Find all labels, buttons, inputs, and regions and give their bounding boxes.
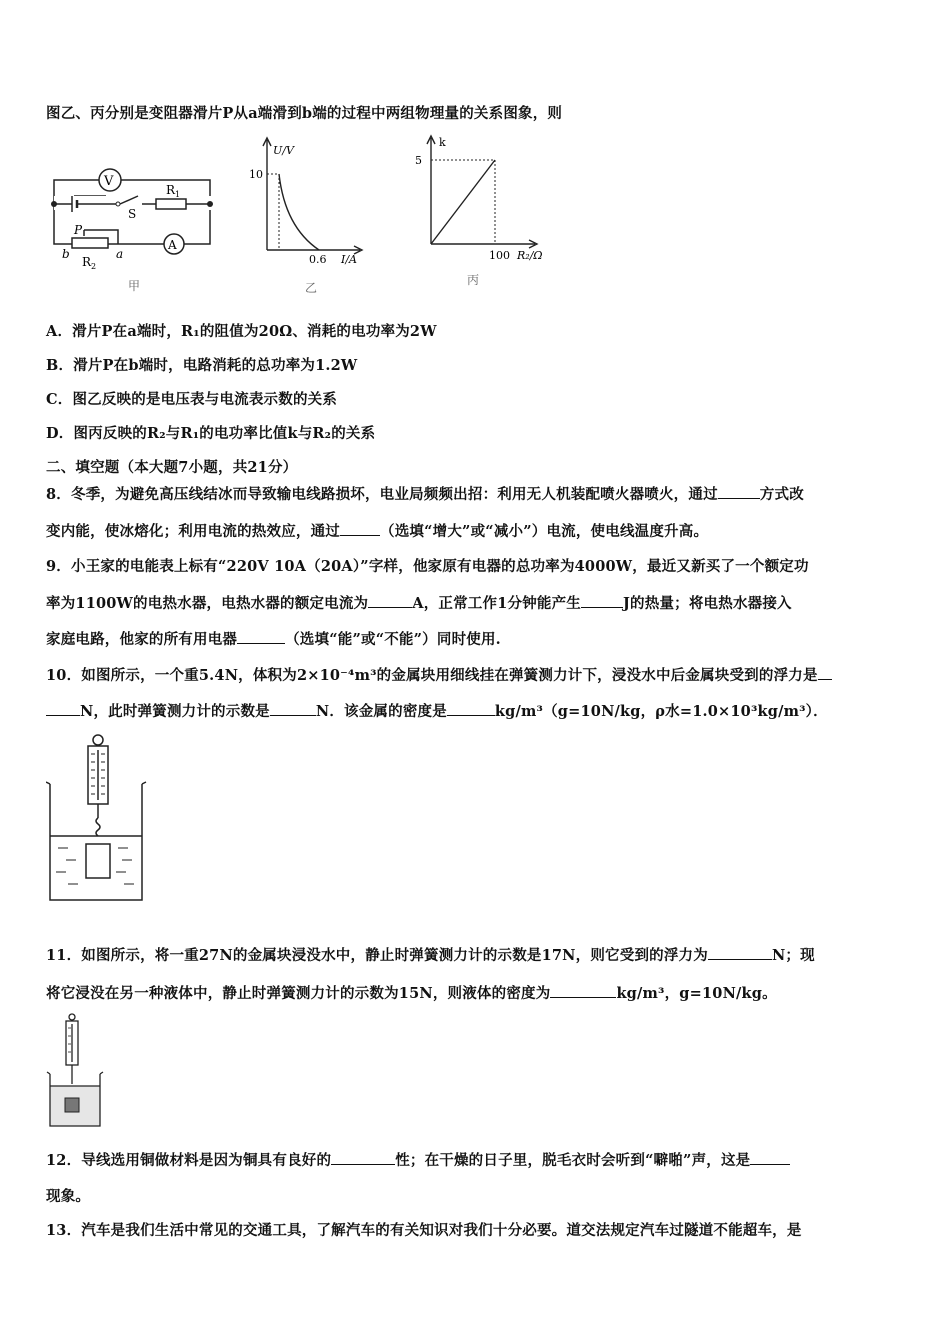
- q12-line2: 现象。: [46, 1188, 91, 1205]
- q8-blank-1[interactable]: [718, 486, 760, 499]
- bing-xtick: 100: [489, 249, 510, 262]
- metal-block-small: [65, 1098, 79, 1112]
- r1-resistor: [156, 199, 186, 209]
- spring-scale-beaker-small: [46, 1012, 108, 1130]
- q8-line1: 8．冬季，为避免高压线结冰而导致输电线路损坏，电业局频频出招：利用无人机装配喷火器喷火，通过 方式改: [46, 486, 804, 503]
- bing-ytick: 5: [415, 154, 422, 167]
- rheostat-r2: [72, 238, 108, 248]
- caption-bing: 丙: [467, 273, 480, 287]
- q11-blank-1[interactable]: [708, 947, 772, 960]
- graph-bing: [405, 132, 555, 292]
- q13-line1: 13．汽车是我们生活中常见的交通工具，了解汽车的有关知识对我们十分必要。道交法规定汽车过隧道不能超车，是: [46, 1222, 802, 1239]
- graph-yi: [245, 132, 375, 297]
- yi-xlabel: I/A: [341, 253, 357, 266]
- voltmeter-label: V: [104, 174, 114, 189]
- ammeter-label: A: [168, 238, 177, 252]
- q8-blank-2[interactable]: [340, 523, 380, 536]
- option-c: C．图乙反映的是电压表与电流表示数的关系: [46, 391, 338, 408]
- hook-spring: [96, 818, 100, 836]
- caption-jia: 甲: [128, 279, 141, 293]
- q11-blank-2[interactable]: [550, 985, 616, 998]
- q10-line2: N，此时弹簧测力计的示数是 N．该金属的密度是 kg/m³（g=10N/kg，ρ水=1.0×10³kg/m³）．: [46, 700, 910, 721]
- spring-scale-beaker-large: [46, 732, 156, 904]
- q9-line1: 9．小王家的电能表上标有“220V 10A（20A）”字样，他家原有电器的总功率为4000W，最近又新买了一个额定功: [46, 558, 809, 575]
- section-heading: 二、填空题（本大题7小题，共21分）: [46, 459, 298, 476]
- q10-line1: 10．如图所示，一个重5.4N，体积为2×10⁻⁴m³的金属块用细线挂在弹簧测力计下，浸没水中后金属块受到的浮力是: [46, 664, 910, 685]
- q9-blank-1[interactable]: [368, 595, 412, 608]
- r2-label: R: [82, 255, 92, 269]
- q10-blank-3[interactable]: [447, 703, 495, 716]
- yi-ytick: 10: [249, 168, 263, 181]
- option-b: B．滑片P在b端时，电路消耗的总功率为1.2W: [46, 357, 358, 374]
- q12-line1: 12．导线选用铜做材料是因为铜具有良好的 性；在干燥的日子里，脱毛衣时会听到“噼啪”声，这是: [46, 1149, 910, 1170]
- q9-line2: 率为1100W的电热水器，电热水器的额定电流为 A，正常工作1分钟能产生 J的热量；将电热水器接入: [46, 595, 792, 612]
- q11-line1: 11．如图所示，将一重27N的金属块浸没水中，静止时弹簧测力计的示数是17N，则它受到的浮力为 N；现: [46, 947, 815, 964]
- q9-line3: 家庭电路，他家的所有用电器 （选填“能”或“不能”）同时使用.: [46, 631, 501, 648]
- q8-line2: 变内能，使冰熔化；利用电流的热效应，通过 （选填“增大”或“减小”）电流，使电线温度升高。: [46, 523, 709, 540]
- q10-blank-1a[interactable]: [818, 667, 832, 680]
- q10-blank-2[interactable]: [270, 703, 316, 716]
- svg-text:b: b: [62, 247, 70, 261]
- option-d: D．图丙反映的R₂与R₁的电功率比值k与R₂的关系: [46, 425, 376, 442]
- q12-blank-2[interactable]: [750, 1152, 790, 1165]
- option-a: A．滑片P在a端时，R₁的阻值为20Ω、消耗的电功率为2W: [46, 323, 437, 340]
- k-line: [431, 160, 495, 244]
- circuit-diagram: [46, 160, 226, 300]
- slider-p-label: P: [74, 223, 83, 237]
- svg-text:1: 1: [175, 190, 181, 199]
- svg-text:2: 2: [91, 262, 97, 271]
- bing-xlabel: R₂/Ω: [517, 249, 543, 262]
- bing-ylabel: k: [439, 136, 446, 149]
- metal-block: [86, 844, 110, 878]
- q9-blank-2[interactable]: [581, 595, 623, 608]
- switch-symbol: [116, 202, 120, 206]
- q11-line2: 将它浸没在另一种液体中，静止时弹簧测力计的示数为15N，则液体的密度为 kg/m³，g=10N/kg。: [46, 985, 777, 1002]
- yi-xtick: 0.6: [309, 253, 327, 266]
- q10-blank-1b[interactable]: [46, 703, 80, 716]
- u-i-curve: [279, 174, 319, 250]
- q12-blank-1[interactable]: [331, 1152, 395, 1165]
- r1-label: R: [166, 183, 176, 197]
- intro-text: 图乙、丙分别是变阻器滑片P从a端滑到b端的过程中两组物理量的关系图象，则: [46, 105, 563, 122]
- svg-text:a: a: [116, 247, 124, 261]
- q9-blank-3[interactable]: [237, 631, 285, 644]
- yi-ylabel: U/V: [273, 144, 294, 157]
- switch-label: S: [128, 207, 137, 221]
- caption-yi: 乙: [305, 281, 318, 295]
